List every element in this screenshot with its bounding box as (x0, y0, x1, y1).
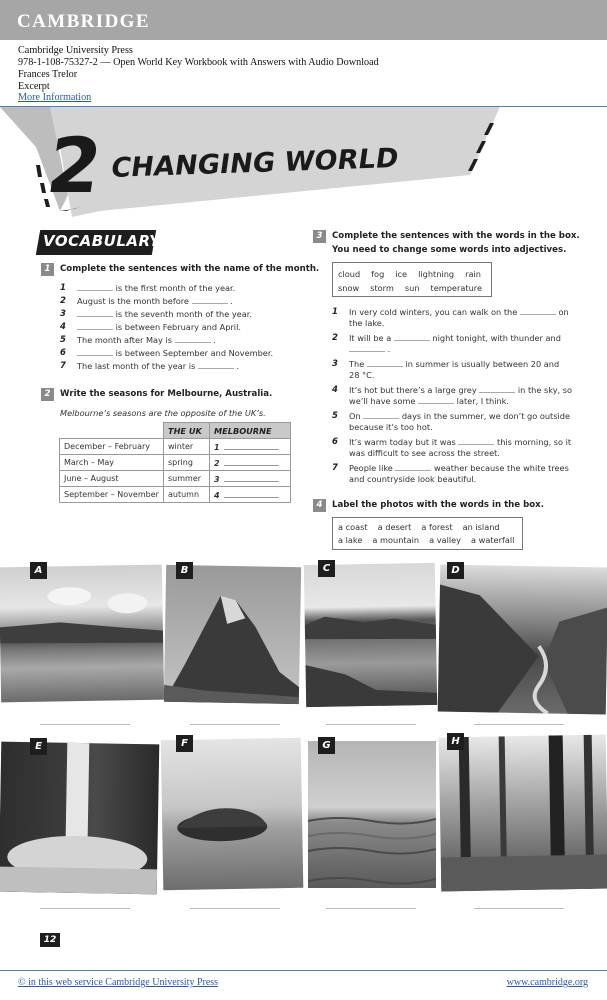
chapter-title: CHANGING WORLD (109, 143, 401, 184)
word: snow (338, 283, 360, 293)
answer-line-b[interactable] (190, 724, 280, 725)
photo-label-g: G (318, 737, 335, 754)
ex1-item: 7 The last month of the year is . (60, 361, 240, 371)
photo-label-a: A (30, 562, 47, 579)
answer-blank[interactable] (192, 296, 228, 304)
word: a forest (421, 522, 453, 532)
word: storm (370, 283, 394, 293)
ex4-heading (313, 499, 544, 512)
chapter-number: 2 (41, 121, 106, 210)
word: fog (371, 269, 385, 279)
ex1-item: 6 is between September and November. (60, 348, 274, 358)
ex1-instruction: Complete the sentences with the name of the month. (60, 264, 320, 274)
ex1-list (60, 283, 300, 371)
photo-label-c: C (318, 560, 335, 577)
answer-line-f[interactable] (190, 908, 280, 909)
ex3-list (332, 307, 592, 487)
photo-waterfall (0, 742, 159, 895)
publisher: Cambridge University Press (18, 45, 133, 56)
word: ice (395, 269, 408, 279)
photo-lake (0, 565, 164, 703)
copyright-link[interactable]: © in this web service Cambridge University Press (18, 977, 219, 988)
website-link[interactable]: www.cambridge.org (506, 977, 588, 988)
answer-line-h[interactable] (474, 908, 564, 909)
col-header-uk: THE UK (164, 423, 210, 439)
answer-blank[interactable] (363, 411, 399, 419)
col-header-melbourne: MELBOURNE (210, 423, 291, 439)
table-row: December – February winter 1 (60, 439, 291, 455)
answer-blank[interactable] (394, 333, 430, 341)
answer-line-c[interactable] (326, 724, 416, 725)
more-information-link[interactable]: More Information (18, 92, 92, 103)
ex3-heading (313, 230, 580, 243)
photo-valley (438, 565, 607, 715)
word: sun (404, 283, 420, 293)
ex3-item: 4 It’s hot but there’s a large grey in the sky, so we’ll have some later, I think. (332, 385, 573, 406)
ex4-instruction: Label the photos with the words in the box. (332, 500, 544, 510)
word: temperature (430, 283, 482, 293)
ex3-item: 7 People like weather because the white trees and countryside look beautiful. (332, 463, 569, 484)
answer-blank[interactable] (175, 335, 211, 343)
answer-blank[interactable] (224, 490, 279, 498)
ex3-item: 2 It will be a night tonight, with thunder and . (332, 333, 561, 354)
ex3-item: 6 It’s warm today but it was this morning, so it was difficult to see across the street. (332, 437, 572, 458)
photo-mountain (164, 565, 301, 704)
vocabulary-heading: VOCABULARY (43, 232, 161, 250)
word: lightning (418, 269, 455, 279)
answer-blank[interactable] (224, 474, 279, 482)
table-row: June – August summer 3 (60, 471, 291, 487)
word: an island (462, 522, 500, 532)
answer-blank[interactable] (479, 385, 515, 393)
ex4-number-badge: 4 (313, 499, 326, 512)
photo-coast (304, 563, 437, 707)
cambridge-logo: CAMBRIDGE (17, 11, 150, 32)
ex3-number-badge: 3 (313, 230, 326, 243)
photo-desert (308, 741, 436, 888)
photo-forest (439, 735, 607, 892)
answer-line-d[interactable] (474, 724, 564, 725)
photo-label-h: H (447, 733, 464, 750)
footer-divider (0, 970, 607, 971)
seasons-table (59, 422, 291, 503)
answer-blank[interactable] (367, 359, 403, 367)
author: Frances Trelor (18, 69, 78, 80)
photo-label-b: B (176, 562, 193, 579)
ex1-item: 5 The month after May is . (60, 335, 216, 345)
answer-line-e[interactable] (40, 908, 130, 909)
word: a valley (429, 535, 462, 545)
answer-blank[interactable] (77, 283, 113, 291)
table-row: March – May spring 2 (60, 455, 291, 471)
isbn-title: 978-1-108-75327-2 — Open World Key Workbook with Answers with Audio Download (18, 57, 379, 68)
answer-blank[interactable] (77, 322, 113, 330)
answer-blank[interactable] (198, 361, 234, 369)
photo-label-e: E (30, 738, 47, 755)
photo-island (161, 738, 304, 890)
answer-blank[interactable] (418, 396, 454, 404)
excerpt-label: Excerpt (18, 81, 50, 92)
ex1-item: 3 is the seventh month of the year. (60, 309, 252, 319)
word: a coast (338, 522, 368, 532)
ex2-note: Melbourne’s seasons are the opposite of the UK’s. (60, 408, 266, 418)
ex1-heading (41, 263, 319, 276)
answer-blank[interactable] (520, 307, 556, 315)
ex1-item: 1 is the first month of the year. (60, 283, 236, 293)
answer-blank[interactable] (395, 463, 431, 471)
ex1-item: 2 August is the month before . (60, 296, 233, 306)
table-header-row (60, 423, 291, 439)
ex3-item: 5 On days in the summer, we don’t go outside because it’s too hot. (332, 411, 571, 432)
ex2-heading (41, 388, 272, 401)
answer-blank[interactable] (458, 437, 494, 445)
photo-label-f: F (176, 735, 193, 752)
photo-label-d: D (447, 562, 464, 579)
ex3-instruction: Complete the sentences with the words in the box. (332, 231, 580, 241)
ex4-word-box (332, 517, 523, 550)
answer-blank[interactable] (349, 344, 385, 352)
word: a mountain (372, 535, 420, 545)
ex1-item: 4 is between February and April. (60, 322, 241, 332)
ex3-item: 3 The in summer is usually between 20 and 28 °C. (332, 359, 560, 380)
answer-blank[interactable] (77, 348, 113, 356)
ex3-word-box (332, 262, 492, 297)
ex2-instruction: Write the seasons for Melbourne, Australia. (60, 389, 273, 399)
word: cloud (338, 269, 361, 279)
answer-line-g[interactable] (326, 908, 416, 909)
word: a lake (338, 535, 363, 545)
ex2-number-badge: 2 (41, 388, 54, 401)
table-row: September – November autumn 4 (60, 487, 291, 503)
ex3-instruction-2: You need to change some words into adjectives. (332, 245, 567, 255)
answer-blank[interactable] (224, 458, 279, 466)
word: rain (465, 269, 481, 279)
word: a desert (377, 522, 412, 532)
word: a waterfall (471, 535, 515, 545)
answer-blank[interactable] (77, 309, 113, 317)
page-number: 12 (40, 933, 60, 947)
ex3-item: 1 In very cold winters, you can walk on the on the lake. (332, 307, 569, 328)
answer-blank[interactable] (224, 442, 279, 450)
answer-line-a[interactable] (40, 724, 130, 725)
ex1-number-badge: 1 (41, 263, 54, 276)
